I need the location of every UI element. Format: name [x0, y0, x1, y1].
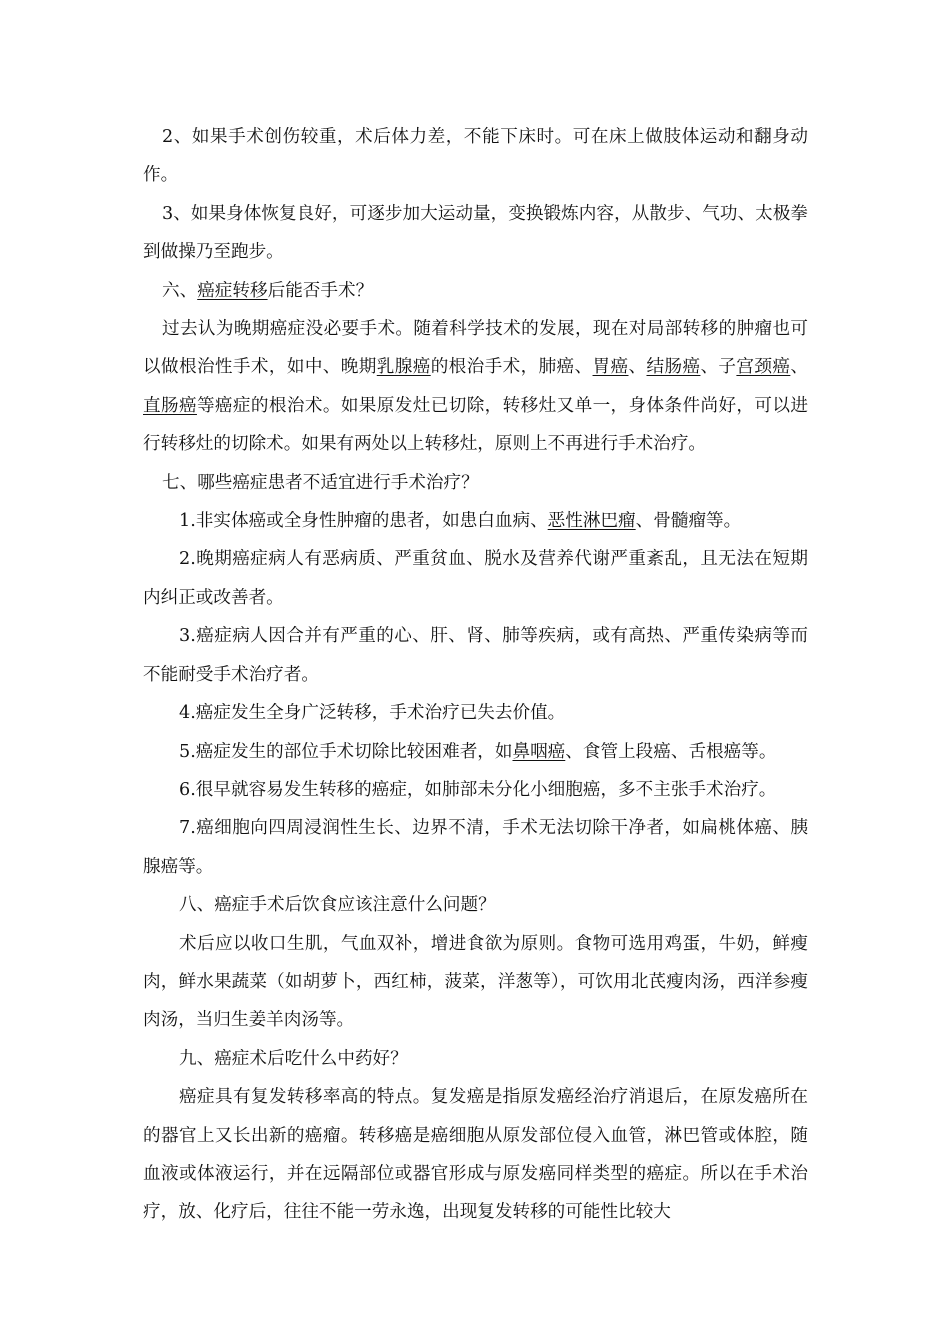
- underlined-term: 鼻咽癌: [512, 741, 566, 762]
- paragraph-text: 2、如果手术创伤较重，术后体力差，不能下床时。可在床上做肢体运动和翻身动作。: [143, 127, 808, 186]
- paragraph-text: 1.非实体癌或全身性肿瘤的患者，如患白血病、: [179, 511, 548, 532]
- paragraph-15: [143, 1040, 808, 1078]
- document-body: [143, 118, 808, 1232]
- paragraph-text: 过去认为晚期癌症没必要手术。随着科学技术的发展，现在对局部转移的肿瘤也可以做根治性手术，如中、晚期: [143, 319, 808, 378]
- paragraph-text: 、: [628, 357, 647, 378]
- paragraph-2: [143, 195, 808, 272]
- paragraph-8: [143, 617, 808, 694]
- paragraph-13: [143, 886, 808, 924]
- paragraph-text: 等癌症的根治术。如果原发灶已切除，转移灶又单一，身体条件尚好，可以进行转移灶的切除术。如果有两处以上转移灶，原则上不再进行手术治疗。: [143, 395, 808, 455]
- paragraph-4: [143, 310, 808, 464]
- paragraph-text: 六、: [162, 280, 198, 301]
- paragraph-5: [143, 464, 808, 502]
- paragraph-text: 7.癌细胞向四周浸润性生长、边界不清，手术无法切除干净者，如扁桃体癌、胰腺癌等。: [143, 818, 808, 877]
- paragraph-3: [143, 272, 808, 310]
- underlined-term: 结肠癌: [646, 357, 701, 378]
- paragraph-text: 后能否手术？: [267, 280, 374, 301]
- underlined-term: 恶性淋巴瘤: [547, 511, 636, 532]
- paragraph-12: [143, 809, 808, 886]
- paragraph-text: 术后应以收口生肌，气血双补，增进食欲为原则。食物可选用鸡蛋，牛奶，鲜瘦肉，鲜水果蔬菜（如胡萝卜，西红柿，菠菜，洋葱等），可饮用北芪瘦肉汤，西洋参瘦肉汤，当归生姜羊肉汤等。: [143, 933, 808, 1031]
- paragraph-text: 、子: [700, 357, 737, 378]
- underlined-term: 直肠癌: [143, 395, 197, 416]
- paragraph-1: [143, 118, 808, 195]
- paragraph-text: 2.晚期癌症病人有恶病质、严重贫血、脱水及营养代谢严重紊乱，且无法在短期内纠正或改善者。: [143, 549, 808, 608]
- paragraph-7: [143, 540, 808, 617]
- paragraph-text: 的根治手术，肺癌、: [430, 357, 593, 378]
- underlined-term: 宫颈癌: [736, 357, 791, 378]
- paragraph-6: [143, 502, 808, 540]
- underlined-term: 癌症转移: [197, 280, 268, 301]
- paragraph-text: 、骨髓瘤等。: [635, 511, 742, 532]
- paragraph-text: 七、哪些癌症患者不适宜进行手术治疗？: [162, 472, 479, 493]
- paragraph-text: 5.癌症发生的部位手术切除比较困难者，如: [179, 741, 513, 762]
- paragraph-text: 癌症具有复发转移率高的特点。复发癌是指原发癌经治疗消退后，在原发癌所在的器官上又长出新的癌瘤。转移癌是癌细胞从原发部位侵入血管，淋巴管或体腔，随血液或体液运行，并在远隔部位或器官形成与原发癌同样类型的癌症。所以在手术治疗，放、化疗后，往往不能一劳永逸，出现复发转移的可能性比较大: [143, 1087, 808, 1223]
- paragraph-text: 6.很早就容易发生转移的癌症，如肺部未分化小细胞癌，多不主张手术治疗。: [179, 779, 777, 800]
- paragraph-10: [143, 733, 808, 771]
- paragraph-9: [143, 694, 808, 732]
- paragraph-text: 3.癌症病人因合并有严重的心、肝、肾、肺等疾病，或有高热、严重传染病等而不能耐受手术治疗者。: [143, 626, 808, 685]
- paragraph-14: [143, 925, 808, 1040]
- paragraph-text: 、: [790, 357, 808, 378]
- paragraph-text: 九、癌症术后吃什么中药好？: [179, 1048, 408, 1069]
- paragraph-text: 八、癌症手术后饮食应该注意什么问题？: [179, 895, 496, 916]
- paragraph-11: [143, 771, 808, 809]
- paragraph-text: 4.癌症发生全身广泛转移，手术治疗已失去价值。: [179, 703, 566, 724]
- paragraph-text: 3、如果身体恢复良好，可逐步加大运动量，变换锻炼内容，从散步、气功、太极拳到做操乃至跑步。: [143, 203, 808, 263]
- underlined-term: 乳腺癌: [376, 357, 431, 378]
- underlined-term: 胃癌: [592, 357, 629, 378]
- paragraph-16: [143, 1078, 808, 1232]
- paragraph-text: 、食管上段癌、舌根癌等。: [565, 741, 777, 762]
